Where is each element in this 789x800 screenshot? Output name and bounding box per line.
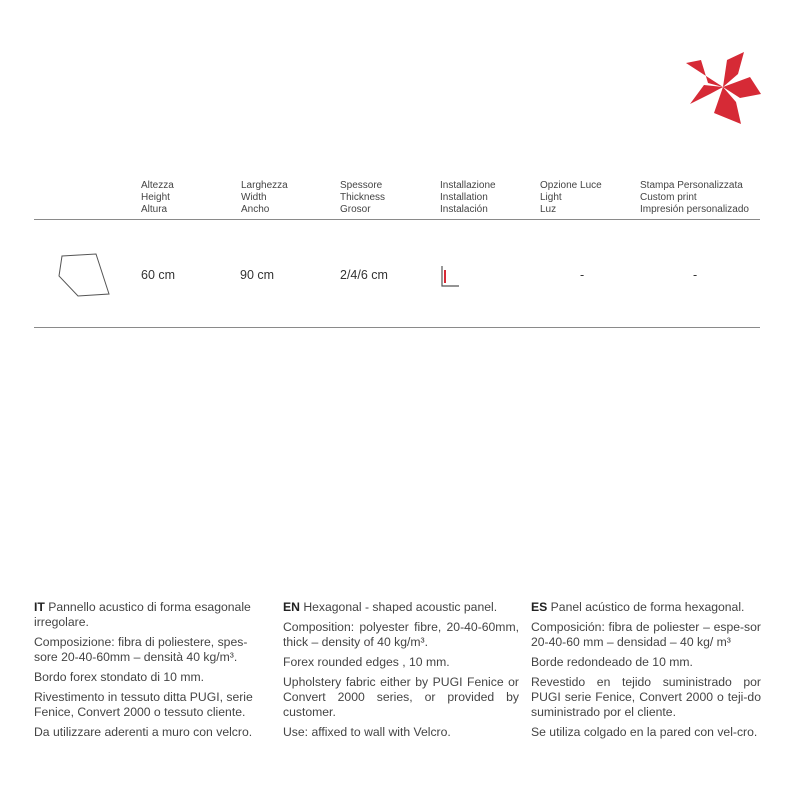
description-en-composition: Composition: polyester fibre, 20-40-60mm, thick – density of 40 kg/m³.	[283, 620, 519, 649]
description-es-upholstery: Revestido en tejido suministrado por PUGI serie Fenice, Convert 2000 o teji-do suministrado por el cliente.	[531, 675, 761, 719]
description-es-edges: Borde redondeado de 10 mm.	[531, 655, 693, 669]
header-installation: Installazione Installation Instalación	[440, 180, 496, 215]
value-width: 90 cm	[240, 268, 275, 282]
description-en-use: Use: affixed to wall with Velcro.	[283, 725, 451, 739]
hexagon-panel-shape-icon	[56, 250, 112, 298]
brand-logo	[684, 50, 762, 126]
description-es-use: Se utiliza colgado en la pared con vel-cro.	[531, 725, 758, 739]
value-thickness: 2/4/6 cm	[340, 268, 388, 282]
value-custom-print: -	[693, 268, 698, 282]
wall-installation-icon	[438, 263, 462, 289]
table-bottom-divider	[34, 327, 760, 328]
description-it-edges: Bordo forex stondato di 10 mm.	[34, 670, 205, 684]
description-it	[34, 600, 270, 745]
value-height: 60 cm	[141, 268, 176, 282]
description-en	[283, 600, 519, 745]
description-it-use: Da utilizzare aderenti a muro con velcro.	[34, 725, 253, 739]
table-header-divider	[34, 219, 760, 220]
description-en-edges: Forex rounded edges , 10 mm.	[283, 655, 450, 669]
value-light: -	[580, 268, 585, 282]
description-it-upholstery: Rivestimento in tessuto ditta PUGI, serie Fenice, Convert 2000 o tessuto cliente.	[34, 690, 253, 719]
description-it-composition: Composizione: fibra di poliestere, spes-sore 20-40-60mm – densità 40 kg/m³.	[34, 635, 248, 664]
description-es-title: ES Panel acústico de forma hexagonal.	[531, 600, 745, 614]
header-height: Altezza Height Altura	[141, 180, 174, 215]
header-width: Larghezza Width Ancho	[241, 180, 288, 215]
description-es-composition: Composición: fibra de poliester – espe-sor 20-40-60 mm – densidad – 40 kg/ m³	[531, 620, 761, 649]
header-thickness: Spessore Thickness Grosor	[340, 180, 386, 215]
description-en-upholstery: Upholstery fabric either by PUGI Fenice or Convert 2000 series, or provided by customer.	[283, 675, 519, 719]
description-es	[531, 600, 761, 745]
header-custom-print: Stampa Personalizzata Custom print Impresión personalizado	[640, 180, 749, 215]
description-en-title: EN Hexagonal - shaped acoustic panel.	[283, 600, 498, 614]
header-light: Opzione Luce Light Luz	[540, 180, 602, 215]
description-it-title: IT Pannello acustico di forma esagonale irregolare.	[34, 600, 251, 629]
